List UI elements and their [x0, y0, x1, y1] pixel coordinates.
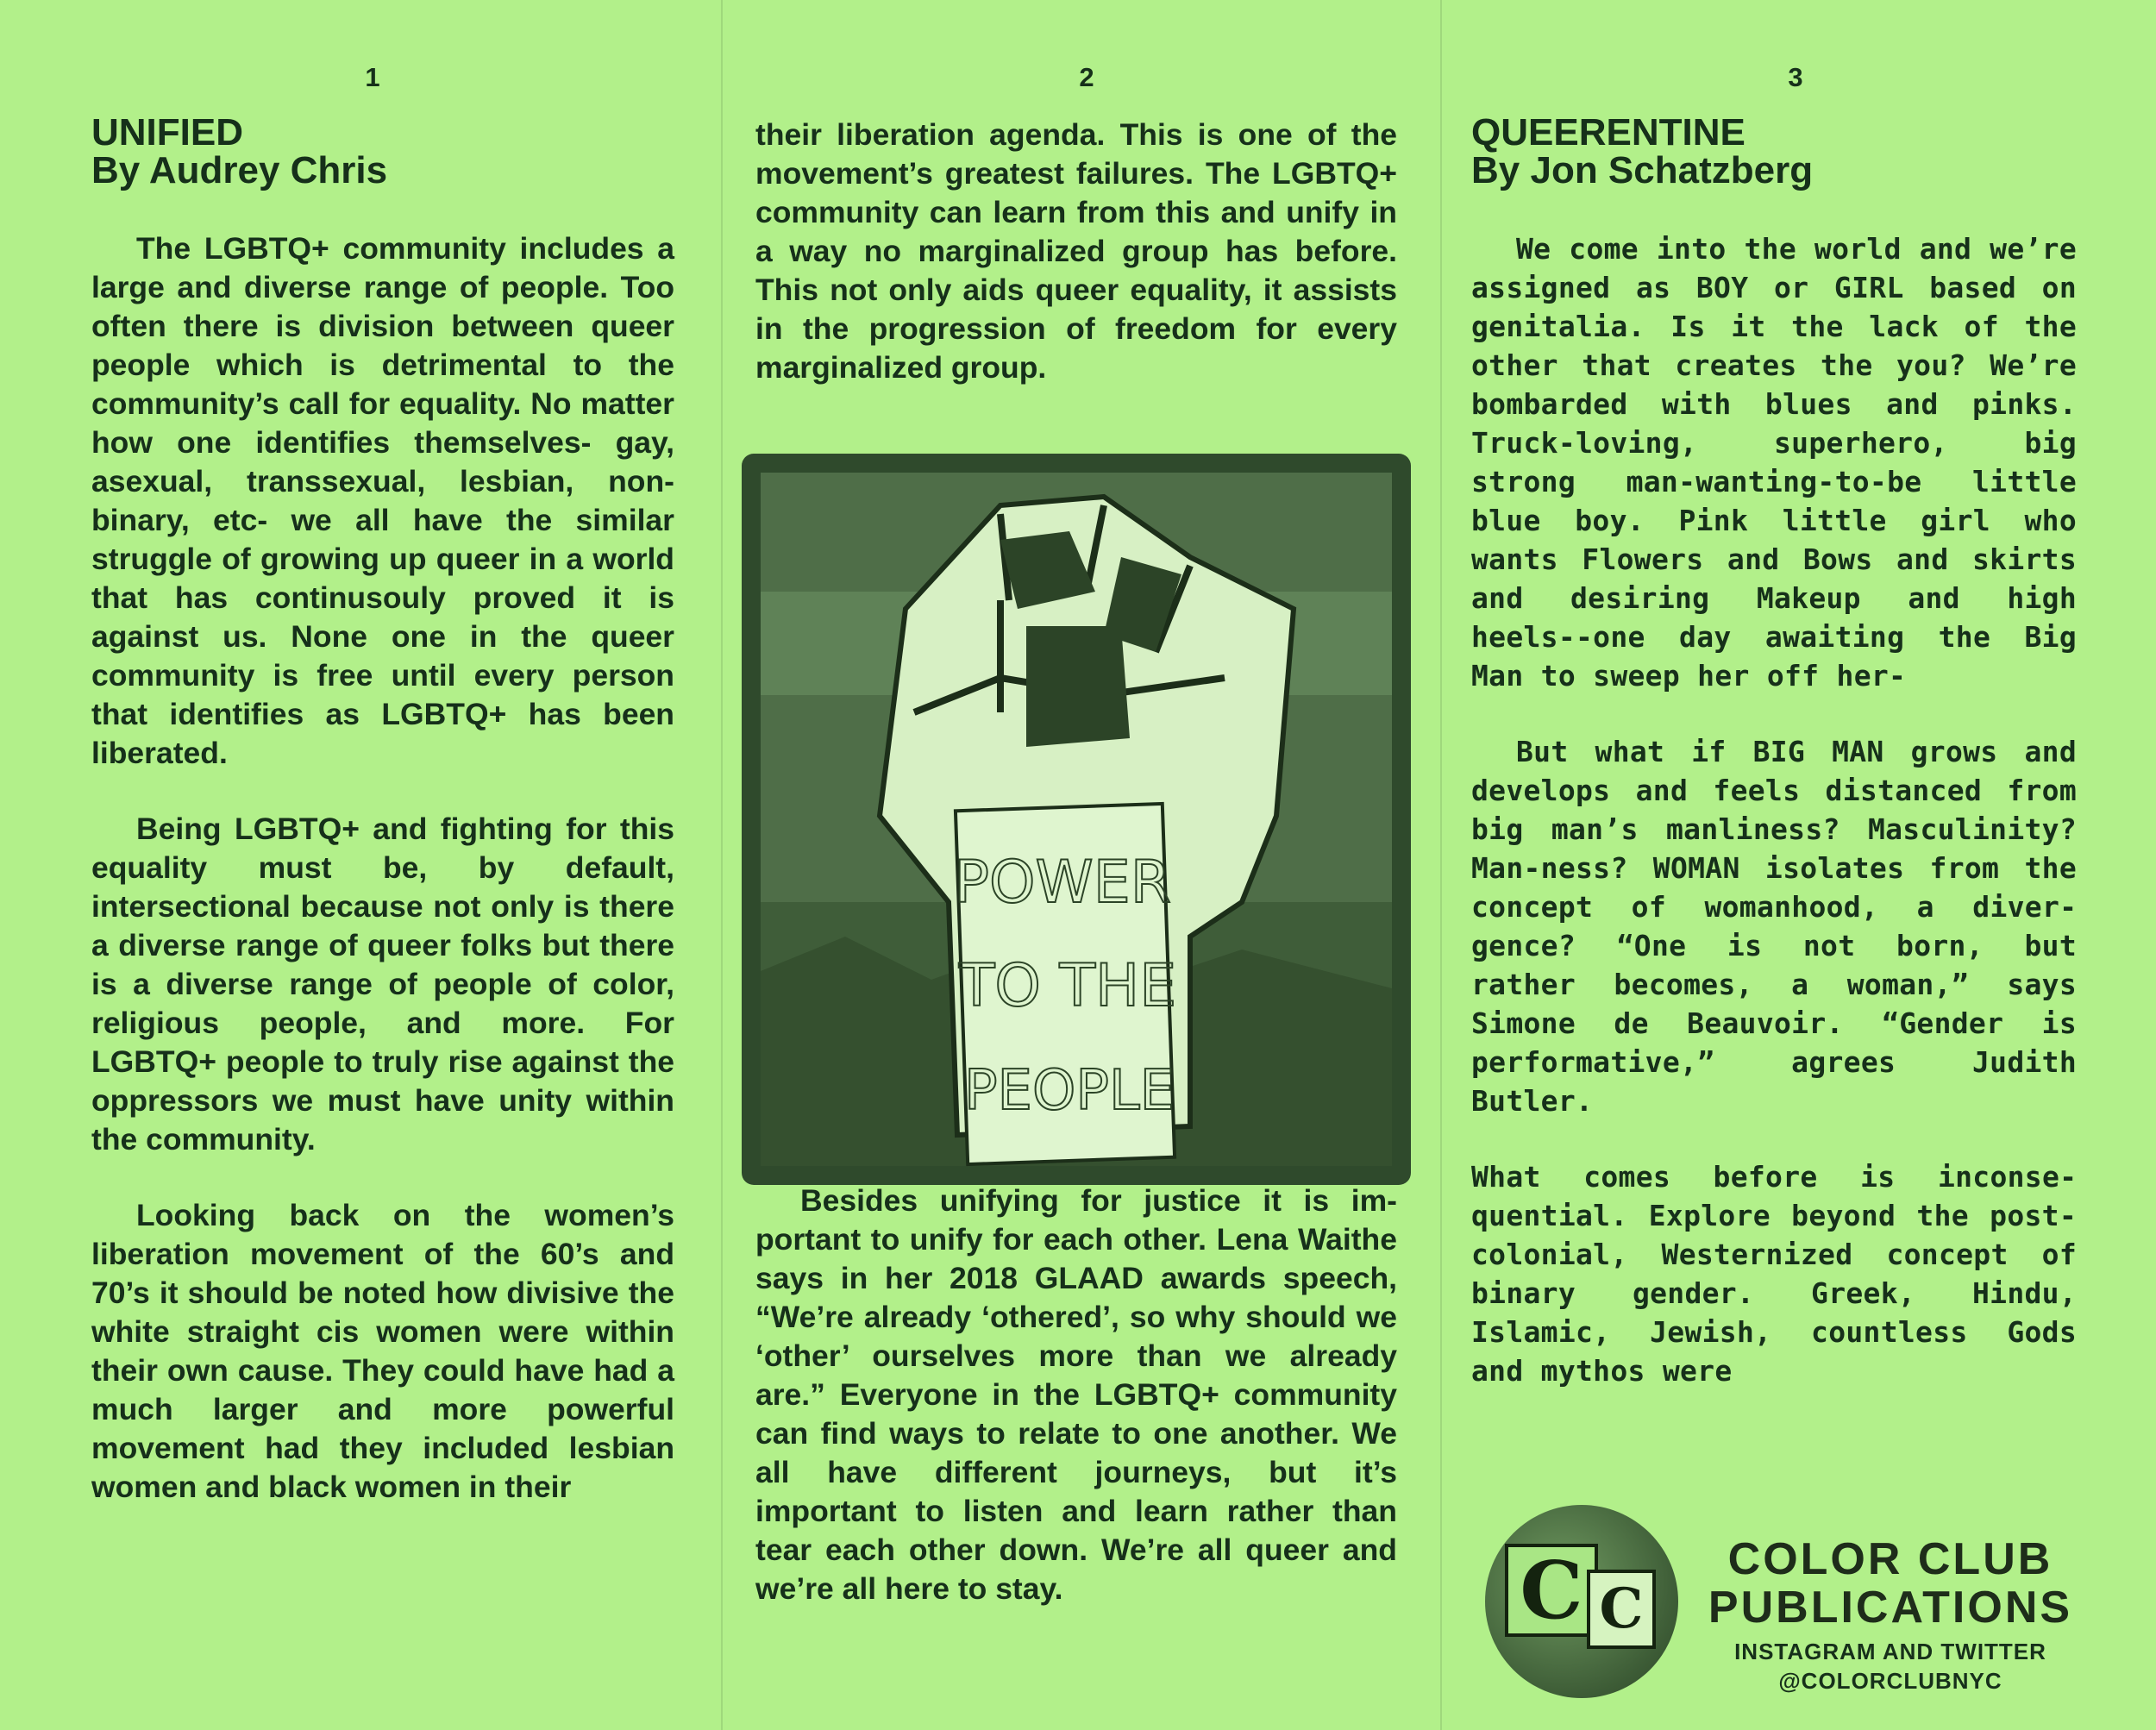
column-1	[91, 111, 674, 1544]
column-2	[755, 116, 1397, 387]
fold-line-right	[1440, 0, 1442, 1730]
page-number-3: 3	[1788, 62, 1803, 92]
sign-line-2: TO THE	[958, 952, 1177, 1020]
paragraph: Looking back on the women’s liberation movement of the 60’s and 70’s it should be noted how divisive the white straight cis women were within their own cause. They could have had a much larger and more powerful movement had they included lesbian women and black women in their	[91, 1198, 674, 1504]
column-2-bottom	[755, 1182, 1397, 1608]
poster-image	[742, 454, 1411, 1185]
publisher-social: INSTAGRAM AND TWITTER	[1734, 1639, 2046, 1664]
publisher-handle: @COLORCLUBNYC	[1778, 1668, 2002, 1694]
paragraph: What comes before is inconsequential. Explore beyond the post-colonial, Westernized concept of binary gender. Greek, Hindu, Islamic, Jewish, countless Gods and mythos were	[1471, 1160, 2077, 1388]
page-number-1: 1	[365, 62, 380, 92]
publisher-name: COLOR CLUB	[1727, 1534, 2053, 1584]
logo-letter: C	[1505, 1544, 1598, 1637]
fold-line-left	[721, 0, 723, 1730]
article-title: QUEERENTINE	[1471, 111, 1745, 154]
column-3	[1471, 111, 2077, 1427]
paragraph: their liberation agenda. This is one of the movement’s greatest failures. The LGBTQ+ community can learn from this and unify in a way no marginalized group has before. This not only aids queer equality, it assists in the progression of freedom for every marginalized group.	[755, 117, 1397, 385]
paragraph: We come into the world and we’re assigned as BOY or GIRL based on genitalia. Is it the lack of the other that creates the you? We’re bombarded with blues and pinks. Truck-loving, superhero, big strong man-wanting-to-be little blue boy. Pink little girl who wants Flowers and Bows and skirts and desiring Makeup and high heels--one day awaiting the Big Man to sweep her off her-	[1471, 232, 2077, 693]
article-byline: By Audrey Chris	[91, 149, 388, 191]
page-number-2: 2	[1079, 62, 1094, 92]
publisher-name: PUBLICATIONS	[1708, 1583, 2073, 1633]
sign-line-1: POWER	[954, 849, 1171, 917]
paragraph: The LGBTQ+ community includes a large and diverse range of people. Too often there is division between queer people which is detrimental to the community’s call for equality. No matter how one identifies themselves- gay, asexual, transsexual, lesbian, non-binary, etc- we all have the similar struggle of growing up queer in a world that has continusouly proved it is against us. None one in the queer community is free until every person that identifies as LGBTQ+ has been liberated.	[91, 231, 674, 770]
article-byline: By Jon Schatzberg	[1471, 149, 1814, 191]
paragraph: Being LGBTQ+ and fighting for this equality must be, by default, intersectional because not only is there a diverse range of queer folks but there is a diverse range of people of color, religious people, and more. For LGBTQ+ people to truly rise against the oppressors we must have unity within the community.	[91, 812, 674, 1156]
article-title: UNIFIED	[91, 111, 243, 154]
logo-letter: C	[1587, 1570, 1656, 1649]
paragraph: Besides unifying for justice it is important to unify for each other. Lena Waithe says in her 2018 GLAAD awards speech, “We’re already ‘othered’, so why should we ‘other’ ourselves more than we already are.” Everyone in the LGBTQ+ community can find ways to relate to one another. We all have different journeys, but it’s important to listen and learn rather than tear each other down. We’re all queer and we’re all here to stay.	[755, 1183, 1397, 1606]
paragraph: But what if BIG MAN grows and develops and feels distanced from big man’s manliness? Masculinity? Man-ness? WOMAN isolates from the concept of womanhood, a divergence? “One is not born, but rather becomes, a woman,” says Simone de Beauvoir. “Gender is performative,” agrees Judith Butler.	[1471, 735, 2077, 1118]
sign-line-3: PEOPLE	[963, 1059, 1175, 1123]
raised-fist-illustration	[742, 454, 1411, 1185]
